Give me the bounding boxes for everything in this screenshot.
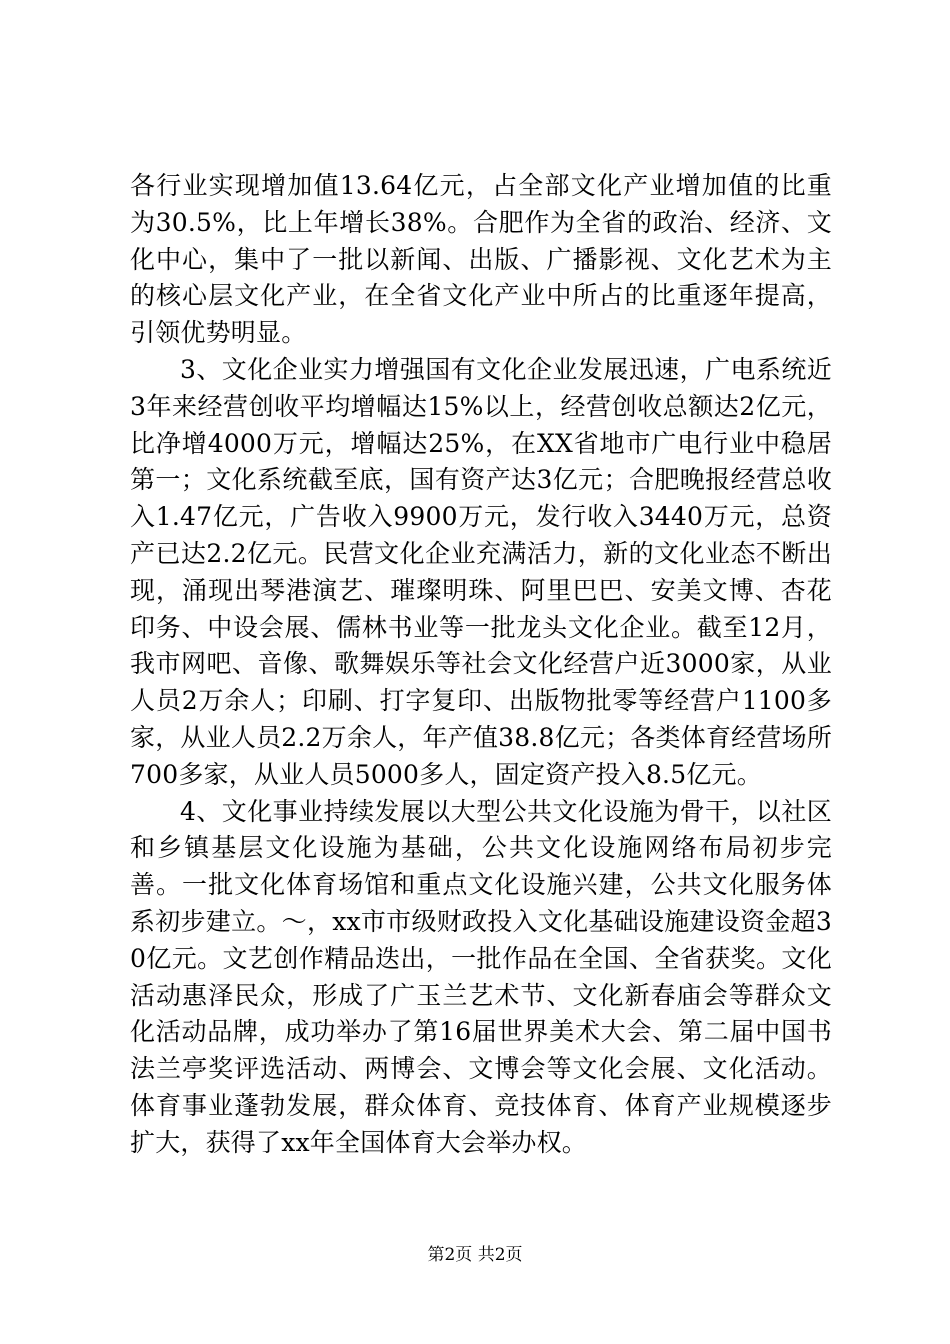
page-footer: 第2页 共2页 — [427, 1245, 523, 1265]
paragraph-cultural-undertakings: 4、文化事业持续发展以大型公共文化设施为骨干，以社区和乡镇基层文化设施为基础，公共文化设施网络布局初步完善。一批文化体育场馆和重点文化设施兴建，公共文化服务体系初步建立。～，xx市市级财政投入文化基础设施建设资金超30亿元。文艺创作精品迭出，一批作品在全国、全省获奖。文化活动惠泽民众，形成了广玉兰艺术节、文化新春庙会等群众文化活动品牌，成功举办了第16届世界美术大会、第二届中国书法兰亭奖评选活动、两博会、文博会等文化会展、文化活动。体育事业蓬勃发展，群众体育、竞技体育、体育产业规模逐步扩大，获得了xx年全国体育大会举办权。 — [130, 796, 832, 1157]
paragraph-cultural-enterprises: 3、文化企业实力增强国有文化企业发展迅速，广电系统近3年来经营创收平均增幅达15%以上，经营创收总额达2亿元，比净增4000万元，增幅达25%，在XX省地市广电行业中稳居第一；文化系统截至底，国有资产达3亿元；合肥晚报经营总收入1.47亿元，广告收入9900万元，发行收入3440万元，总资产已达2.2亿元。民营文化企业充满活力，新的文化业态不断出现，涌现出琴港演艺、璀璨明珠、阿里巴巴、安美文博、杏花印务、中设会展、儒林书业等一批龙头文化企业。截至12月，我市网吧、音像、歌舞娱乐等社会文化经营户近3000家，从业人员2万余人；印刷、打字复印、出版物批零等经营户1100多家，从业人员2.2万余人，年产值38.8亿元；各类体育经营场所700多家，从业人员5000多人，固定资产投入8.5亿元。 — [130, 354, 832, 789]
document-body — [130, 168, 832, 1162]
paragraph-continuation: 各行业实现增加值13.64亿元，占全部文化产业增加值的比重为30.5%，比上年增长38%。合肥作为全省的政治、经济、文化中心，集中了一批以新闻、出版、广播影视、文化艺术为主的核心层文化产业，在全省文化产业中所占的比重逐年提高，引领优势明显。 — [130, 171, 832, 348]
